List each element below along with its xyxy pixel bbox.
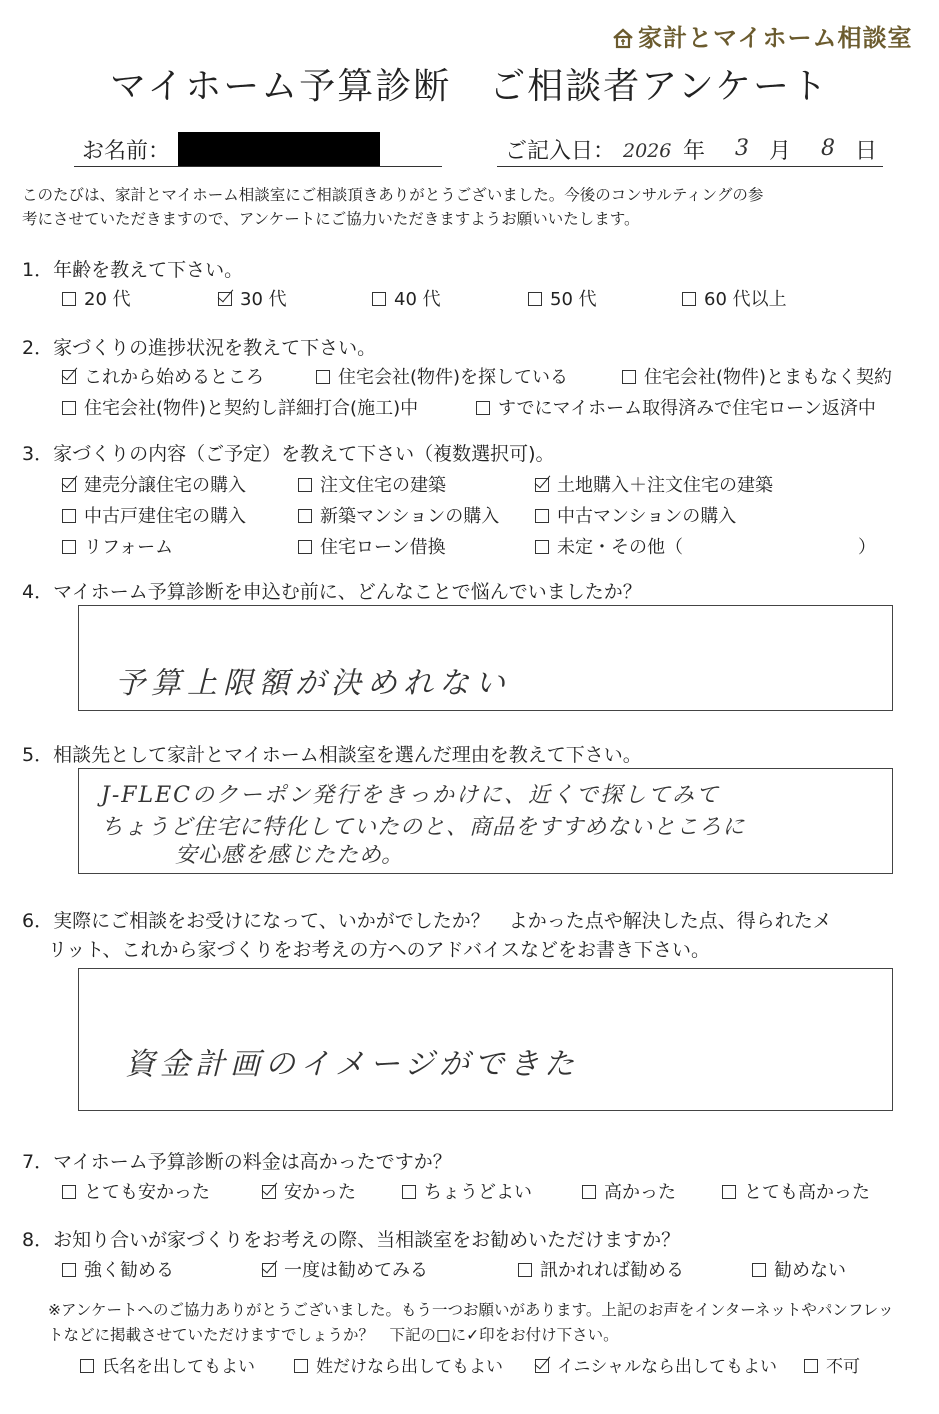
q6-label-line-1: 6．実際にご相談をお受けになって、いかがでしたか？ よかった点や解決した点、得られたメ [22, 910, 832, 932]
q2-option[interactable] [622, 363, 892, 389]
date-label: ご記入日： [505, 139, 616, 164]
consent-note: ※アンケートへのご協力ありがとうございました。もう一つお願いがあります。上記のお声をインターネットやパンフレットなどに掲載させていただけますでしょうか？ 下記の□に✓印をお付け下さい。 [48, 1301, 894, 1344]
checkbox-q1-2[interactable] [372, 292, 386, 306]
house-icon [612, 27, 634, 49]
q3-option[interactable] [62, 533, 173, 559]
q5-answer-box[interactable] [78, 768, 893, 874]
q7-option[interactable] [402, 1178, 532, 1204]
logo [612, 18, 913, 53]
checkbox-q3-0[interactable] [62, 478, 76, 492]
q3-option[interactable] [535, 471, 773, 497]
checkbox-publish-2[interactable] [535, 1359, 549, 1373]
q7-option-label: とても安かった [84, 1182, 210, 1203]
q3-option[interactable] [535, 502, 736, 528]
checkbox-q7-2[interactable] [402, 1185, 416, 1199]
checkbox-q1-4[interactable] [682, 292, 696, 306]
checkbox-q7-3[interactable] [582, 1185, 596, 1199]
checkbox-q1-1[interactable] [218, 292, 232, 306]
q3-option[interactable] [298, 533, 446, 559]
q3-option-label: 未定・その他（ [557, 537, 683, 558]
q3-option-label: 土地購入＋注文住宅の建築 [557, 475, 773, 496]
checkbox-q2-4[interactable] [476, 401, 490, 415]
q8-option[interactable] [262, 1256, 428, 1282]
publish-option-label: 氏名を出してもよい [102, 1357, 255, 1377]
q3-option[interactable] [62, 471, 246, 497]
checkbox-q8-3[interactable] [752, 1263, 766, 1277]
q3-option-label: 中古マンションの購入 [557, 506, 737, 527]
q1-option[interactable] [528, 285, 597, 311]
q3-option-label: 注文住宅の建築 [320, 475, 446, 496]
checkbox-q1-0[interactable] [62, 292, 76, 306]
q5-answer-line-3: 安心感を感じたため。 [175, 843, 405, 868]
q3-option[interactable] [535, 533, 683, 559]
q6-label-line-2: リット、これから家づくりをお考えの方へのアドバイスなどをお書き下さい。 [48, 939, 710, 961]
checkbox-q8-1[interactable] [262, 1263, 276, 1277]
page-title: マイホーム予算診断 ご相談者アンケート [109, 66, 830, 107]
q1-label: 1．年齢を教えて下さい。 [22, 259, 244, 281]
q4-label: 4．マイホーム予算診断を申込む前に、どんなことで悩んでいましたか？ [22, 581, 642, 603]
q6-answer: 資金計画のイメージができた [125, 1047, 580, 1082]
checkbox-q3-1[interactable] [298, 478, 312, 492]
q8-option[interactable] [62, 1256, 174, 1282]
q3-close-paren: ） [858, 537, 876, 558]
q8-option[interactable] [518, 1256, 684, 1282]
checkbox-q2-0[interactable] [62, 370, 76, 384]
q1-option[interactable] [62, 285, 131, 311]
q3-option-label: 住宅ローン借換 [320, 537, 446, 558]
date-month-unit: 月 [769, 139, 792, 164]
q5-answer-line-2: ちょうど住宅に特化していたのと、商品をすすめないところに [101, 815, 746, 840]
q7-label: 7．マイホーム予算診断の料金は高かったですか？ [22, 1151, 452, 1173]
q1-option[interactable] [682, 285, 787, 311]
publish-option[interactable] [294, 1352, 503, 1377]
checkbox-q7-4[interactable] [722, 1185, 736, 1199]
q7-option-label: とても高かった [744, 1182, 870, 1203]
publish-option-label: イニシャルなら出してもよい [557, 1357, 777, 1377]
q2-option-label: 住宅会社(物件)と契約し詳細打合(施工)中 [84, 398, 419, 419]
checkbox-q2-2[interactable] [622, 370, 636, 384]
checkbox-q3-8[interactable] [535, 540, 549, 554]
q2-option-label: 住宅会社(物件)を探している [338, 367, 569, 388]
intro-text [22, 183, 763, 231]
q3-option[interactable] [62, 502, 246, 528]
q1-option-label: 40 代 [394, 289, 441, 310]
q2-option-label: すでにマイホーム取得済みで住宅ローン返済中 [498, 398, 876, 419]
date-day-unit: 日 [855, 139, 878, 164]
q7-option-label: ちょうどよい [424, 1182, 532, 1203]
publish-option[interactable] [804, 1352, 860, 1377]
checkbox-q3-6[interactable] [62, 540, 76, 554]
q3-option[interactable] [298, 502, 499, 528]
intro-line-1: このたびは、家計とマイホーム相談室にご相談頂きありがとうございました。今後のコンサルティングの参 [22, 186, 764, 204]
q8-label: 8．お知り合いが家づくりをお考えの際、当相談室をお勧めいただけますか？ [22, 1229, 681, 1251]
q5-answer-line-1: J-FLECのクーポン発行をきっかけに、近くで探してみて [101, 783, 721, 808]
date-month: 3 [735, 136, 749, 161]
q3-option[interactable] [298, 471, 446, 497]
q8-option-label: 訊かれれば勧める [540, 1260, 684, 1281]
checkbox-publish-1[interactable] [294, 1359, 308, 1373]
q7-option-label: 高かった [604, 1182, 676, 1203]
q8-option-label: 勧めない [774, 1260, 846, 1281]
q4-answer-box[interactable] [78, 605, 893, 711]
q3-option-label: 新築マンションの購入 [320, 506, 500, 527]
q3-label: 3．家づくりの内容（ご予定）を教えて下さい（複数選択可)。 [22, 443, 555, 465]
publish-option[interactable] [535, 1352, 777, 1377]
q1-option-label: 60 代以上 [704, 289, 787, 310]
checkbox-q3-5[interactable] [535, 509, 549, 523]
q2-option[interactable] [476, 394, 876, 420]
checkbox-q7-0[interactable] [62, 1185, 76, 1199]
q2-option[interactable] [62, 394, 418, 420]
checkbox-q3-7[interactable] [298, 540, 312, 554]
intro-line-2: 考にさせていただきますので、アンケートにご協力いただきますようお願いいたします。 [22, 210, 640, 228]
q2-option[interactable] [62, 363, 264, 389]
checkbox-q8-2[interactable] [518, 1263, 532, 1277]
q7-option[interactable] [262, 1178, 356, 1204]
checkbox-q3-4[interactable] [298, 509, 312, 523]
q7-option-label: 安かった [284, 1182, 356, 1203]
q7-option[interactable] [582, 1178, 676, 1204]
checkbox-q2-1[interactable] [316, 370, 330, 384]
q5-label: 5．相談先として家計とマイホーム相談室を選んだ理由を教えて下さい。 [22, 744, 642, 766]
date-day: 8 [821, 136, 835, 161]
checkbox-q3-3[interactable] [62, 509, 76, 523]
checkbox-publish-3[interactable] [804, 1359, 818, 1373]
name-redaction [178, 132, 380, 166]
publish-option-label: 不可 [826, 1357, 860, 1377]
q8-option-label: 強く勧める [84, 1260, 174, 1281]
q6-answer-box[interactable] [78, 968, 893, 1111]
q1-option[interactable] [218, 285, 287, 311]
name-field[interactable] [74, 132, 442, 167]
q4-answer: 予算上限額が決めれない [115, 666, 511, 701]
q2-label: 2．家づくりの進捗状況を教えて下さい。 [22, 337, 377, 359]
q2-option-label: これから始めるところ [84, 367, 264, 388]
date-field[interactable] [497, 132, 883, 167]
q1-option[interactable] [372, 285, 441, 311]
date-year: 2026 [623, 140, 672, 162]
q8-option-label: 一度は勧めてみる [284, 1260, 428, 1281]
checkbox-q1-3[interactable] [528, 292, 542, 306]
publish-option[interactable] [80, 1352, 255, 1377]
q1-option-label: 30 代 [240, 289, 287, 310]
q1-option-label: 20 代 [84, 289, 131, 310]
q3-option-label: 建売分譲住宅の購入 [84, 475, 246, 496]
q3-option-label: リフォーム [84, 537, 174, 558]
logo-text: 家計とマイホーム相談室 [638, 24, 913, 52]
q2-option-label: 住宅会社(物件)とまもなく契約 [644, 367, 893, 388]
q7-option[interactable] [62, 1178, 210, 1204]
date-year-unit: 年 [683, 139, 706, 164]
publish-option-label: 姓だけなら出してもよい [316, 1357, 503, 1377]
q3-option-label: 中古戸建住宅の購入 [84, 506, 246, 527]
checkbox-q3-2[interactable] [535, 478, 549, 492]
q2-option[interactable] [316, 363, 568, 389]
q7-option[interactable] [722, 1178, 870, 1204]
name-label: お名前： [82, 139, 171, 164]
checkbox-q2-3[interactable] [62, 401, 76, 415]
checkbox-q7-1[interactable] [262, 1185, 276, 1199]
q8-option[interactable] [752, 1256, 846, 1282]
checkbox-q8-0[interactable] [62, 1263, 76, 1277]
q1-option-label: 50 代 [550, 289, 597, 310]
checkbox-publish-0[interactable] [80, 1359, 94, 1373]
